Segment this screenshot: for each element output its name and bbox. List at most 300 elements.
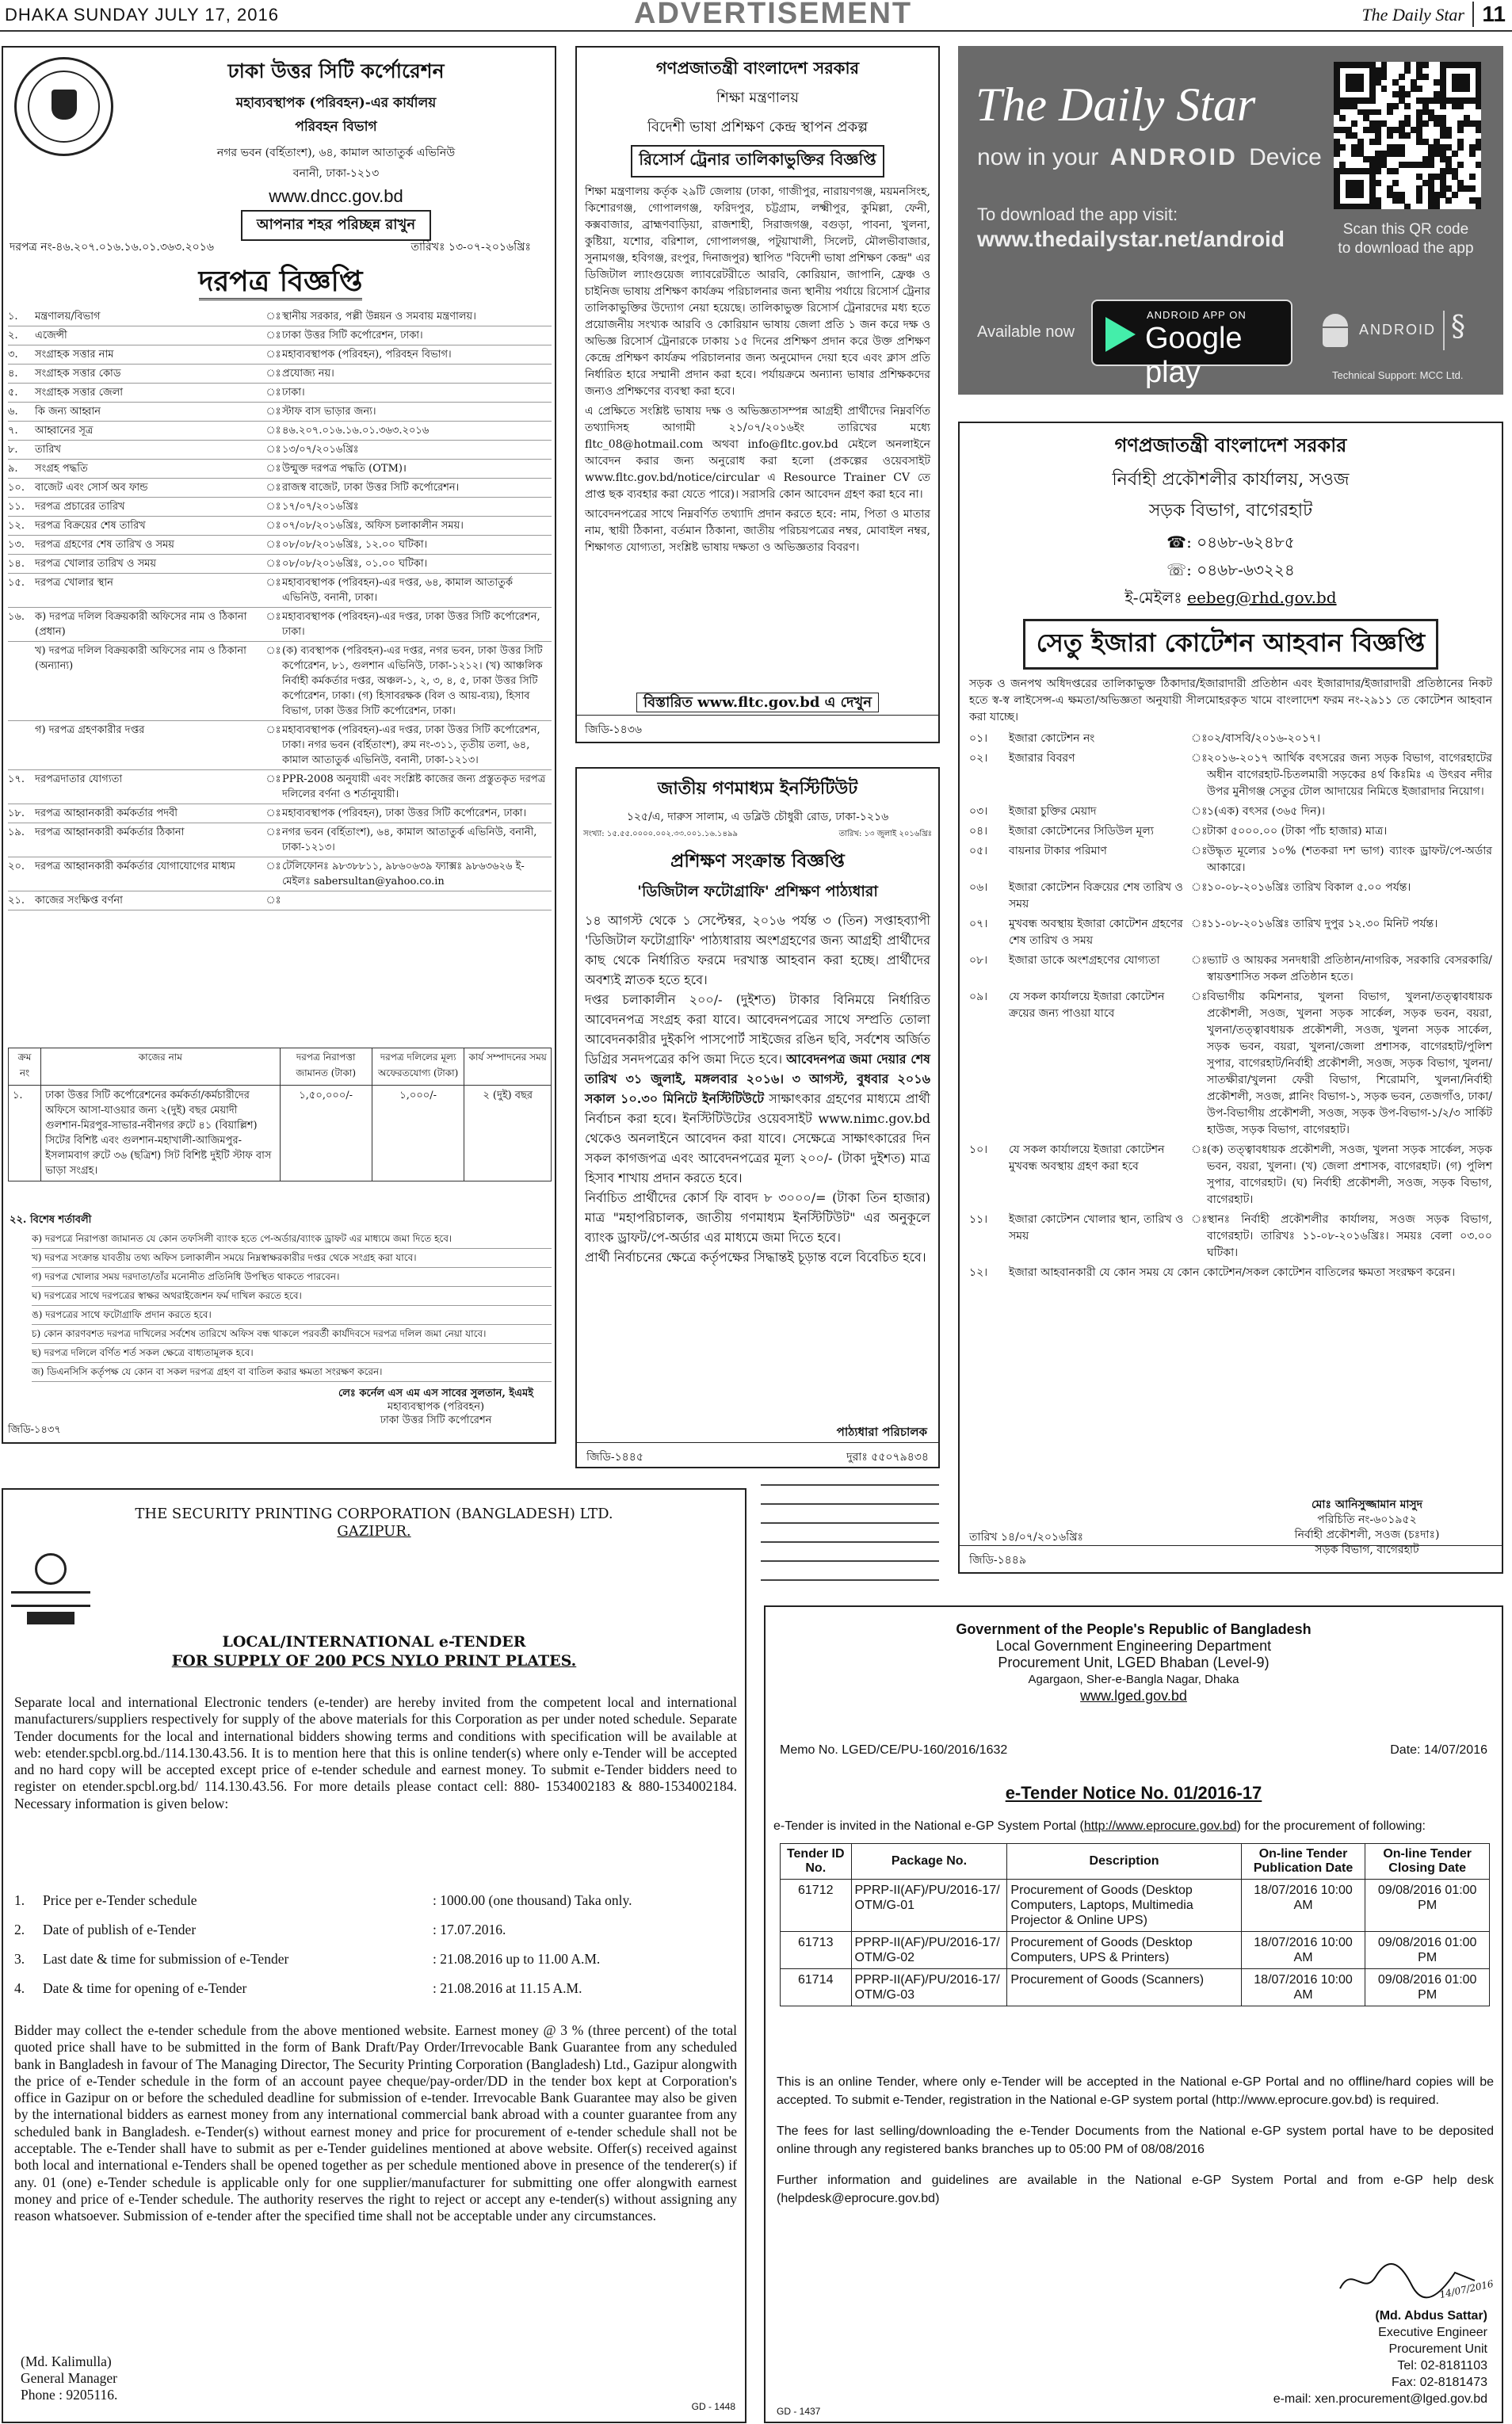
qr-module — [1339, 115, 1346, 121]
gp-big: Google play — [1145, 322, 1243, 389]
android-robot-icon — [1318, 314, 1353, 349]
row-colon: ঃ — [265, 773, 281, 785]
row-label: ইজারা আহবানকারী যে কোন সময় যে কোন কোটেশন/সকল কোটেশন বাতিলের ক্ষমতা সংরক্ষণ করেন। — [1009, 1266, 1456, 1279]
dncc-notice-title: দরপত্র বিজ্ঞপ্তি — [199, 265, 363, 300]
nimc-notice-title: প্রশিক্ষণ সংক্রান্ত বিজ্ঞপ্তি — [670, 850, 845, 872]
row-value: উদ্ধৃত মূল্যের ১০% (শতকরা দশ ভাগ) ব্যাংক ড্রাফট/পে-অর্ডার আকারে। — [1207, 845, 1492, 874]
work-cell: ১. — [9, 1086, 41, 1181]
table-cell: 18/07/2016 10:00 AM — [1241, 1932, 1365, 1969]
row-label: দরপত্র গ্রহণের শেষ তারিখ ও সময় — [35, 539, 174, 551]
row-label: বাজেট এবং সোর্স অব ফান্ড — [35, 482, 148, 494]
row-colon: ঃ — [1191, 845, 1208, 857]
row-number: ০৮। — [969, 954, 988, 967]
lged-para-1: This is an online Tender, where only e-Tender will be accepted in the National e-GP Portal and no offline/hard copies will be accepted. To submit e-Tender, registration in the National e-GP system portal (http://www.eprocure.gov.bd) is required. — [777, 2075, 1494, 2107]
row-colon: ঃ — [265, 895, 281, 907]
row-value: ৪৬.২০৭.০১৬.১৬.০১.৩৬৩.২০১৬ — [282, 425, 430, 437]
row-label: ইজারা কোটেশন খোলার স্থান, তারিখ ও সময় — [1009, 1213, 1184, 1243]
qr-module — [1434, 204, 1440, 210]
work-cell: ১,০০০/- — [372, 1086, 464, 1181]
ds-url[interactable]: www.thedailystar.net/android — [977, 227, 1285, 251]
row-label: দরপত্র বিক্রয়ের শেষ তারিখ — [35, 520, 146, 532]
row-number: ১২. — [8, 520, 25, 532]
nimc-phone: দুরাঃ ৫৫০৭৯৪৩৪ — [846, 1451, 929, 1464]
qr-module — [1375, 139, 1381, 145]
item-value: : 21.08.2016 up to 11.00 A.M. — [433, 1951, 601, 1967]
row-number: ০৬। — [969, 881, 988, 894]
qr-module — [1381, 86, 1388, 92]
row-colon: ঃ — [1191, 1213, 1208, 1226]
row-number — [8, 723, 35, 768]
dncc-memo: দরপত্র নং-৪৬.২০৭.০১৬.১৬.০১.৩৬৩.২০১৬ — [10, 241, 214, 254]
spcb-conditions: Bidder may collect the e-tender schedule from the above mentioned website. Earnest money @ 3 % (three percent) of the total quoted price shall have to be submitted in the form of Bank Draft/Pay Order/Irrevocable Bank Guarantee from any scheduled bank in Bangladesh in favour of The Managing Director, The Security Printing Corporation (Bangladesh) Ltd., Gazipur alongwith the price of e-Tender schedule in the form of an account payee cheque/pay-order/DD in the tender box kept at Corporation's office in Gazipur on or before the scheduled deadline for submission of e-tender. Irrevocable Bank Guarantee may also be given by the international bidders as earnest money from any international commercial bank abroad with a counter guarantee from any scheduled bank in Bangladesh. e-Tender(s) without earnest money and price for procurement of e-tender schedule shall not be acceptable. The e-Tender shall have to submit as per e-Tender guidelines mentioned at above website. Offer(s) received against both local and international e-Tenders shall be opened together as per schedule mentioned above in presence of the tenderer(s) if any. 01 (one) e-Tender schedule is applicable only for one supplier/manufacturer for submitting one offer alongwith earnest money and price of e-Tender schedule. The authority reserves the right to reject or accept any e-tender(s) without assigning any reason whatsoever. Submission of e-tender after the specified time shall not be acceptable under any circumstances. — [14, 2022, 737, 2224]
schedule-item — [14, 1886, 737, 1915]
qr-module — [1476, 204, 1482, 210]
row-value: ০৭/০৮/২০১৬খ্রিঃ, অফিস চলাকালীন সময়। — [282, 520, 464, 532]
qr-module — [1445, 197, 1452, 204]
row-value: ১৩/০৭/২০১৬খ্রিঃ — [282, 444, 359, 456]
dncc-info-row — [8, 770, 552, 804]
lged-email[interactable]: e-mail: xen.procurement@lged.gov.bd — [1273, 2392, 1487, 2406]
row-number: ১৩. — [8, 539, 25, 551]
filler-line — [761, 1560, 939, 1562]
row-number: ১৯. — [8, 826, 25, 838]
lged-eprocure-link[interactable]: http://www.eprocure.gov.bd — [1083, 1819, 1237, 1833]
fltc-title: রিসোর্স ট্রেনার তালিকাভুক্তির বিজ্ঞপ্তি — [631, 145, 884, 178]
nimc-interview: ৩ আগস্ট, বুধবার ২০১৬ সকাল ১০.৩০ মিনিটে ইনস্টিটিউটে — [585, 1071, 930, 1106]
row-value: মহাব্যবস্থাপক (পরিবহন)-এর দপ্তর, ৬৪, কামাল আতাতুর্ক এভিনিউ, বনানী, ঢাকা। — [282, 577, 514, 604]
fltc-govt: গণপ্রজাতন্ত্রী বাংলাদেশ সরকার — [655, 58, 860, 78]
lged-body — [777, 2073, 1494, 2208]
spcb-intro: Separate local and international Electronic tenders (e-tender) are hereby invited from the competent local and international manufacturers/suppliers respectively for supply of the above materials for this Corporation as per under noted schedule. Separate Tender documents for the local and international bidders showing terms and conditions with specification will be available at web: etender.spcbl.org.bd./114.130.43.56. It is to mention here that this is online tender(s) where only e-Tender will be accepted and no hard copy will be accepted except price of e-tender schedule and earnest money. To submit e-Tender bidders need to register on etender.spcbl.org.bd/ 114.130.43.56. For more details please contact cell: 880- 1534002183 & 880-1534002184. Necessary information is given below: — [14, 1694, 737, 1811]
row-colon: ঃ — [265, 861, 281, 872]
row-label: ইজারা চুক্তির মেয়াদ — [1009, 805, 1097, 818]
nimc-para-5: প্রার্থী নির্বাচনের ক্ষেত্রে কর্তৃপক্ষের সিদ্ধান্তই চূড়ান্ত বলে বিবেচিত হবে। — [585, 1250, 926, 1265]
dncc-dept: পরিবহন বিভাগ — [295, 119, 377, 135]
row-colon: ঃ — [265, 501, 281, 513]
nimc-para-4: নির্বাচিত প্রার্থীদের কোর্স ফি বাবদ ৮ ৩০০০/= (টাকা তিন হাজার) মাত্র "মহাপরিচালক, জাতীয় গণমাধ্যম ইনস্টিটিউট" এর অনুকূলে ব্যাংক ড্রাফট/পে-অর্ডার এর মাধ্যমে জমা দিতে হবে। — [585, 1190, 930, 1245]
condition-item: জ) ডিএনসিসি কর্তৃপক্ষ যে কোন বা সকল দরপত্র গ্রহণ বা বাতিল করার ক্ষমতা সংরক্ষণ করেন। — [32, 1363, 552, 1382]
fltc-requirements: আবেদনপত্রের সাথে নিম্নবর্ণিত তথ্যাদি প্রদান করতে হবে: নাম, পিতা ও মাতার নাম, স্থায়ী ঠিকানা, বর্তমান ঠিকানা, জাতীয় পরিচয়পত্রের নম্বর, মোবাইল নম্বর, শিক্ষাগত যোগ্যতা, সংশ্লিষ্ট ভাষায় দক্ষতা ও অভিজ্ঞতার বিবরণ। — [585, 508, 930, 554]
table-cell: Procurement of Goods (Desktop Computers, Laptops, Multimedia Projector & Online UPS) — [1007, 1880, 1241, 1932]
lged-signer-title: Executive Engineer — [1378, 2326, 1487, 2339]
ds-logo: The Daily Star — [976, 78, 1256, 131]
spcb-logo — [11, 1553, 90, 1628]
fltc-body: শিক্ষা মন্ত্রণালয় কর্তৃক ২৯টি জেলায় (ঢাকা, গাজীপুর, নারায়ণগঞ্জ, ময়মনসিংহ, কিশোরগঞ্জ, গোপালগঞ্জ, ফরিদপুর, চট্টগ্রাম, লক্ষ্মীপুর, কুমিল্লা, ফেনী, কক্সবাজার, ব্রাহ্মণবাড়িয়া, রাজশাহী, সিরাজগঞ্জ, বগুড়া, পাবনা, খুলনা, কুষ্টিয়া, যশোর, বরিশাল, গোপালগঞ্জ, পটুয়াখালী, সিলেট, মৌলভীবাজার, সুনামগঞ্জ, হবিগঞ্জ, রংপুর, দিনাজপুর) স্থাপিত "বিদেশী ভাষা প্রশিক্ষণ কেন্দ্র" এর ডিজিটাল ল্যাংগুয়েজ ল্যাবরেটরীতে আরবি, কোরিয়ান, জাপানি, ফ্রেঞ্চ ও চাইনিজ ভাষায় প্রশিক্ষণ কার্যক্রম পরিচালনার জন্য স্থানীয় পর্যায়ে রিসোর্স ট্রেনার তালিকাভুক্তির উদ্যোগ নেয়া হয়েছে। তালিকাভুক্ত রিসোর্স ট্রেনারদের মধ্য হতে প্রয়োজনীয় সংখ্যক আরবি ও কোরিয়ান ভাষায় জেলা প্রতি ১ জন করে দক্ষ ও অভিজ্ঞ রিসোর্স ট্রেনারকে ঢাকায় ১৫ দিনের প্রশিক্ষণ প্রদান করে উক্ত প্রশিক্ষণ কেন্দ্রে প্রশিক্ষণ কার্যক্রম পরিচালনার জন্য অনুমোদন দেয়া হবে এবং ক্লাস প্রতি নির্ধারিত হারে সম্মানী প্রদান করা হবে। পর্যায়ক্রমে অন্যান্য ভাষার প্রশিক্ষকদের জন্যও প্রশিক্ষণের ব্যবস্থা করা হবে। — [585, 185, 930, 398]
spcb-phone: Phone : 9205116. — [21, 2387, 118, 2403]
qr-module — [1357, 192, 1364, 198]
item-value: : 21.08.2016 at 11.15 A.M. — [433, 1980, 582, 1996]
work-header: কার্য সম্পাদনের সময় — [464, 1048, 552, 1086]
lged-para-3: Further information and guidelines are available in the National e-GP System Portal and from e-GP help desk (helpdesk@eprocure.gov.bd) — [777, 2174, 1494, 2205]
spcb-gd: GD - 1448 — [691, 2401, 735, 2412]
row-value: (ক) তত্ত্বাবধায়ক প্রকৌশলী, সওজ, খুলনা সড়ক সার্কেল, সড়ক ভবন, বয়রা, খুলনা। (খ) জেলা প্রশাসক, বাগেরহাট। (গ) পুলিশ সুপার, বাগেরহাট। (ঘ) নির্বাহী প্রকৌশলী, সওজ, সড়ক বিভাগ, বাগেরহাট। — [1207, 1143, 1492, 1206]
row-colon: ঃ — [265, 482, 281, 494]
dncc-info-row — [8, 479, 552, 498]
qr-module — [1469, 174, 1476, 180]
dncc-info-row — [8, 608, 552, 642]
row-colon: ঃ — [265, 368, 281, 380]
row-colon: ঃ — [265, 425, 281, 437]
qr-module — [1422, 62, 1429, 68]
row-number: ০৭। — [969, 918, 988, 930]
condition-item: ঙ) দরপত্রের সাথে ফটোগ্রাফি প্রদান করতে হবে। — [32, 1306, 552, 1325]
dncc-work-table — [8, 1048, 552, 1181]
qr-module — [1399, 151, 1405, 157]
daily-star-s-icon: § — [1443, 311, 1475, 350]
row-label: দরপত্র খোলার স্থান — [35, 577, 113, 589]
row-value: উন্মুক্ত দরপত্র পদ্ধতি (OTM)। — [282, 463, 407, 475]
condition-item: ছ) দরপত্র দলিলে বর্ণিত শর্ত সকল ক্ষেত্রে বাধ্যতামূলক হবে। — [32, 1344, 552, 1363]
row-value: টাকা ৫০০০.০০ (টাকা পাঁচ হাজার) মাত্র। — [1207, 825, 1388, 838]
dncc-signer-title: মহাব্যবস্থাপক (পরিবহন) — [387, 1401, 485, 1413]
dncc-website[interactable]: www.dncc.gov.bd — [269, 186, 403, 206]
fltc-notice — [575, 46, 940, 743]
rhd-division: সড়ক বিভাগ, বাগেরহাট — [1148, 501, 1313, 521]
qr-module — [1428, 162, 1434, 168]
rhd-fax: ☏: ০৪৬৮-৬৩২২৪ — [1166, 560, 1295, 579]
row-value: রাজস্ব বাজেট, ঢাকা উত্তর সিটি কর্পোরেশন। — [282, 482, 460, 494]
qr-module — [1457, 127, 1464, 133]
ds-tech: Technical Support: MCC Ltd. — [1332, 369, 1464, 381]
dncc-signer-org: ঢাকা উত্তর সিটি কর্পোরেশন — [380, 1414, 492, 1426]
item-number: 1. — [14, 1892, 25, 1908]
qr-module — [1416, 86, 1422, 92]
row-value: মহাব্যবস্থাপক (পরিবহন), ঢাকা উত্তর সিটি কর্পোরেশন, ঢাকা। — [282, 807, 527, 819]
lged-intro: e-Tender is invited in the National e-GP System Portal (http://www.eprocure.gov.bd) for the procurement of following: — [773, 1819, 1426, 1833]
table-row — [781, 1880, 1490, 1932]
row-value: ১(এক) বৎসর (৩৬৫ দিন)। — [1207, 805, 1325, 818]
row-colon: ঃ — [265, 558, 281, 570]
rhd-govt: গণপ্রজাতন্ত্রী বাংলাদেশ সরকার — [1114, 433, 1347, 456]
dncc-info-row — [8, 574, 552, 608]
row-colon: ঃ — [1191, 918, 1208, 930]
row-value: ২০১৬-২০১৭ আর্থিক বৎসরের জন্য সড়ক বিভাগ, বাগেরহাটের অধীন বাগেরহাট-চিতলমারী সড়কের ৪র্থ কিঃমিঃ এ উৎরব নদীর উপর মুনীগঞ্জ সেতুর টোল আদায়ের নিমিত্তে ইজারাদার নিয়োগ। — [1207, 752, 1492, 798]
row-colon: ঃ — [265, 611, 281, 623]
lged-tender-table — [780, 1843, 1490, 2006]
row-colon: ঃ — [265, 645, 281, 657]
lged-dept: Local Government Engineering Department — [995, 1638, 1272, 1654]
rhd-signer-division: সড়ক বিভাগ, বাগেরহাট — [1315, 1544, 1419, 1556]
qr-module — [1476, 162, 1482, 168]
row-label: তারিখ — [35, 444, 61, 456]
fltc-gd: জিডি-১৪৩৬ — [577, 715, 938, 743]
dncc-signature — [317, 1387, 555, 1427]
row-value: স্থানীয় সরকার, পল্লী উন্নয়ন ও সমবায় মন্ত্রণালয়। — [282, 311, 476, 323]
qr-module — [1404, 132, 1411, 139]
row-colon: ঃ — [265, 807, 281, 819]
table-cell: 18/07/2016 10:00 AM — [1241, 1880, 1365, 1932]
row-number: ০২। — [969, 752, 988, 765]
lged-date: Date: 14/07/2016 — [1390, 1743, 1487, 1757]
lged-website[interactable]: www.lged.gov.bd — [1080, 1688, 1187, 1704]
lged-fax: Fax: 02-8181473 — [1392, 2376, 1487, 2389]
row-colon: ঃ — [1191, 732, 1208, 745]
qr-module — [1404, 204, 1411, 210]
spcb-signer: (Md. Kalimulla) — [21, 2353, 112, 2369]
qr-module — [1339, 144, 1346, 151]
filler-line — [761, 1579, 939, 1581]
row-label: দরপত্র আহ্বানকারী কর্মকর্তার পদবী — [35, 807, 178, 819]
item-label: Date & time for opening of e-Tender — [43, 1980, 247, 1996]
item-label: Price per e-Tender schedule — [43, 1892, 197, 1908]
row-label: আহ্বানের সূত্র — [35, 425, 94, 437]
qr-module — [1469, 151, 1476, 157]
row-number: ৯. — [8, 463, 18, 475]
dncc-conditions — [32, 1230, 552, 1382]
table-header: Tender ID No. — [781, 1844, 852, 1880]
dncc-logo — [14, 57, 113, 156]
row-number: ১৫. — [8, 577, 25, 589]
dncc-info-row — [8, 823, 552, 857]
fltc-see-more[interactable]: বিস্তারিত www.fltc.gov.bd এ দেখুন — [636, 693, 879, 712]
spcb-location: GAZIPUR. — [337, 1523, 411, 1540]
row-label: সংগ্রহ পদ্ধতি — [35, 463, 88, 475]
row-value: প্রযোজ্য নয়। — [282, 368, 334, 380]
qr-module — [1357, 86, 1364, 92]
lged-unit: Procurement Unit, LGED Bhaban (Level-9) — [998, 1655, 1270, 1670]
rhd-info-row — [969, 802, 1492, 822]
dncc-title: ঢাকা উত্তর সিটি কর্পোরেশন — [227, 59, 445, 82]
table-cell: 61713 — [781, 1932, 852, 1969]
filler-line — [761, 1484, 939, 1486]
schedule-item — [14, 1974, 737, 2003]
ds-android: ANDROID — [1109, 144, 1238, 170]
qr-module — [1476, 103, 1482, 109]
row-label: দরপত্র আহ্বানকারী কর্মকর্তার ঠিকানা — [35, 826, 185, 838]
rhd-title: সেতু ইজারা কোটেশন আহবান বিজ্ঞপ্তি — [1023, 619, 1438, 670]
table-header: On-line Tender Publication Date — [1241, 1844, 1365, 1880]
rhd-info-row — [969, 1210, 1492, 1263]
table-cell: 18/07/2016 10:00 AM — [1241, 1969, 1365, 2006]
qr-module — [1392, 180, 1399, 186]
qr-module — [1416, 197, 1422, 204]
row-colon: ঃ — [1191, 1143, 1208, 1156]
row-label: গ) দরপত্র গ্রহণকারীর দপ্তর — [35, 724, 145, 736]
row-number: ০৫। — [969, 845, 988, 857]
dncc-info-row — [8, 857, 552, 891]
row-colon: ঃ — [265, 387, 281, 399]
row-colon: ঃ — [265, 406, 281, 418]
table-cell: Procurement of Goods (Desktop Computers, UPS & Printers) — [1007, 1932, 1241, 1969]
dncc-date: তারিখঃ ১৩-০৭-২০১৬খ্রিঃ — [410, 241, 531, 254]
dncc-info-row — [8, 307, 552, 326]
work-header: দরপত্র নিরাপত্তা জামানত (টাকা) — [280, 1048, 372, 1086]
row-value: মহাব্যবস্থাপক (পরিবহন)-এর দপ্তর, ঢাকা উত্তর সিটি কর্পোরেশন, ঢাকা। — [282, 611, 540, 638]
row-label: দরপত্র প্রচারের তারিখ — [35, 501, 125, 513]
work-cell: ১,৫০,০০০/- — [280, 1086, 372, 1181]
dncc-info-row — [8, 517, 552, 536]
rhd-info-row — [969, 822, 1492, 842]
row-colon: ঃ — [265, 724, 281, 736]
ds-scan-2: to download the app — [1338, 240, 1474, 257]
lged-etender-ad — [764, 1605, 1503, 2423]
condition-item: গ) দরপত্র খোলার সময় দরদাতা/তাঁর মনোনীত প্রতিনিধি উপস্থিত থাকতে পারবেন। — [32, 1268, 552, 1287]
rhd-info-row — [969, 951, 1492, 987]
lged-address: Agargaon, Sher-e-Bangla Nagar, Dhaka — [1028, 1673, 1239, 1686]
ds-device: Device — [1249, 144, 1322, 170]
row-value: ০৮/০৮/২০১৬খ্রিঃ, ১২.০০ ঘটিকা। — [282, 539, 428, 551]
row-colon: ঃ — [1191, 881, 1208, 894]
table-cell: PPRP-II(AF)/PU/2016-17/ OTM/G-03 — [851, 1969, 1007, 2006]
lged-signature-scribble — [1336, 2257, 1495, 2304]
qr-module — [1457, 103, 1464, 109]
row-value: ০৮/০৮/২০১৬খ্রিঃ, ০১.০০ ঘটিকা। — [282, 558, 428, 570]
qr-module — [1440, 103, 1446, 109]
rhd-info-row — [969, 842, 1492, 878]
nimc-para-3: সাক্ষাৎকার গ্রহণের মাধ্যমে প্রার্থী নির্বাচন করা হবে। ইনস্টিটিউটের ওয়েবসাইট www.nimc.gov.bd থেকেও অনলাইনে আবেদন করা যাবে। সেক্ষেত্রে সাক্ষাৎকারের দিন সকল কাগজপত্র এবং আবেদনপত্রের মূল্য ২০০/- (টাকা দুইশত) মাত্র হিসাব শাখায় প্রদান করতে হবে। — [585, 1091, 930, 1185]
spcb-tender-type: LOCAL/INTERNATIONAL e-TENDER — [222, 1633, 526, 1651]
row-number: ৩. — [8, 349, 18, 361]
qr-module — [1375, 204, 1381, 210]
nimc-signer: পাঠ্যধারা পরিচালক — [836, 1425, 927, 1439]
row-number: ২. — [8, 330, 18, 342]
rhd-quotation-ad — [958, 422, 1503, 1574]
nimc-title: জাতীয় গণমাধ্যম ইনস্টিটিউট — [657, 778, 858, 799]
rhd-info-row — [969, 914, 1492, 951]
dncc-info-row — [8, 721, 552, 770]
qr-module — [1392, 168, 1399, 174]
row-number: ০৪। — [969, 825, 988, 838]
work-header: কাজের নাম — [41, 1048, 280, 1086]
spcb-etender-ad — [2, 1488, 746, 2423]
work-header: ক্রম নং — [9, 1048, 41, 1086]
row-number: ০৯। — [969, 991, 988, 1003]
fltc-ministry: শিক্ষা মন্ত্রণালয় — [716, 90, 799, 106]
daily-star-android-ad[interactable] — [958, 46, 1503, 395]
qr-module — [1404, 91, 1411, 97]
lged-signer: (Md. Abdus Sattar) — [1375, 2309, 1487, 2323]
qr-module — [1476, 144, 1482, 151]
qr-module — [1392, 103, 1399, 109]
page-number: 11 — [1472, 2, 1506, 27]
nimc-date: তারিখ: ১৩ জুলাই ২০১৬খ্রিঃ — [838, 830, 932, 838]
nimc-gd: জিডি-১৪৪৫ — [586, 1451, 643, 1464]
table-cell: 09/08/2016 01:00 PM — [1365, 1880, 1490, 1932]
spcb-tender-title: FOR SUPPLY OF 200 PCS NYLO PRINT PLATES. — [171, 1652, 577, 1670]
row-colon: ঃ — [1191, 825, 1208, 838]
filler-line — [761, 1503, 939, 1505]
row-number: ০৩। — [969, 805, 988, 818]
gp-small: ANDROID APP ON — [1147, 309, 1247, 321]
rhd-email[interactable]: eebeg@rhd.gov.bd — [1187, 588, 1337, 607]
nimc-para-1: ১৪ আগস্ট থেকে ১ সেপ্টেম্বর, ২০১৬ পর্যন্ত ৩ (তিন) সপ্তাহব্যাপী 'ডিজিটাল ফটোগ্রাফি' পাঠ্যধারায় অংশগ্রহণের জন্য আগ্রহী প্রার্থীদের কাছ থেকে নির্ধারিত ফরমে দরখাস্ত আহবান করা হচ্ছে। প্রার্থীদের অবশ্যই স্নাতক হতে হবে। — [585, 913, 930, 987]
ds-available: Available now — [977, 323, 1075, 341]
rhd-info-row — [969, 1263, 1492, 1283]
dncc-address: নগর ভবন (বর্হিতাংশ), ৬৪, কামাল আতাতুর্ক এভিনিউ — [216, 147, 456, 159]
qr-module — [1375, 168, 1381, 174]
google-play-button[interactable] — [1091, 300, 1292, 389]
qr-module — [1375, 109, 1381, 116]
dncc-tender-ad — [2, 46, 556, 1444]
ds-download-label: To download the app visit: — [977, 204, 1178, 224]
row-label: দরপত্রদাতার যোগ্যতা — [35, 773, 123, 785]
item-label: Date of publish of e-Tender — [43, 1922, 197, 1937]
row-colon: ঃ — [265, 311, 281, 323]
row-number: ৬. — [8, 406, 18, 418]
dncc-info-row — [8, 345, 552, 365]
table-header: On-line Tender Closing Date — [1365, 1844, 1490, 1880]
row-value: PPR-2008 অনুযায়ী এবং সংশ্লিষ্ট কাজের জন্য প্রস্তুতকৃত দরপত্র দলিলের বর্ণনা ও শর্তানুযায়ী। — [282, 773, 546, 800]
lged-gd: GD - 1437 — [777, 2406, 821, 2417]
row-label: সংগ্রাহক সত্তার নাম — [35, 349, 114, 361]
dncc-info-row — [8, 441, 552, 460]
dncc-gd: জিডি-১৪৩৭ — [8, 1424, 61, 1436]
row-label: খ) দরপত্র দলিল বিক্রয়কারী অফিসের নাম ও ঠিকানা (অন্যান্য) — [35, 645, 246, 672]
item-number: 3. — [14, 1951, 25, 1967]
rhd-info-row — [969, 729, 1492, 749]
dncc-signer-name: লেঃ কর্নেল এস এম এস সাবের সুলতান, ইএমই — [338, 1388, 534, 1399]
lged-signature-date: 14/07/2016 — [1438, 2277, 1495, 2301]
nimc-para-2: দপ্তর চলাকালীন ২০০/- (দুইশত) টাকার বিনিময়ে নির্ধারিত আবেদনপত্র সংগ্রহ করা যাবে। আবেদনপত্রের সাথে সম্প্রতি তোলা আবেদনকারীর দুইকপি পাসপোর্ট সাইজের রঙিন ছবি, সর্বশেষ অর্জিত ডিগ্রির সনদপত্রের কপি জমা দিতে হবে। — [585, 992, 930, 1067]
dncc-office: মহাব্যবস্থাপক (পরিবহন)-এর কার্যালয় — [235, 95, 437, 111]
schedule-item — [14, 1915, 737, 1945]
filler-line — [761, 1541, 939, 1543]
row-number — [8, 643, 35, 719]
row-value: মহাব্যবস্থাপক (পরিবহন), পরিবহন বিভাগ। — [282, 349, 452, 361]
rhd-office: নির্বাহী প্রকৌশলীর কার্যালয়, সওজ — [1112, 470, 1350, 490]
row-value: ঢাকা। — [282, 387, 305, 399]
table-header: Package No. — [851, 1844, 1007, 1880]
row-number: ৮. — [8, 444, 18, 456]
lged-govt: Government of the People's Republic of Bangladesh — [956, 1621, 1312, 1637]
row-colon: ঃ — [1191, 752, 1208, 765]
row-number: ১১. — [8, 501, 25, 513]
dncc-info-row — [8, 555, 552, 574]
spcb-schedule — [14, 1886, 737, 2003]
table-cell: 61714 — [781, 1969, 852, 2006]
row-label: বায়নার টাকার পরিমাণ — [1009, 845, 1107, 857]
page-header — [0, 0, 1512, 32]
dncc-info-row — [8, 384, 552, 403]
qr-module — [1457, 144, 1464, 151]
ds-android-2: ANDROID — [1359, 322, 1437, 338]
row-value: মহাব্যবস্থাপক (পরিবহন)-এর দপ্তর, ঢাকা উত্তর সিটি কর্পোরেশন, ঢাকা। নগর ভবন (বর্হিতাংশ), রুম নং-৩১১, তৃতীয় তলা, ৬৪, কামাল আতাতুর্ক এভিনিউ, বনানী, ঢাকা-১২১৩। — [282, 724, 540, 766]
row-label: যে সকল কার্যালয়ে ইজারা কোটেশন মুখবন্ধ অবস্থায় গ্রহণ করা হবে — [1009, 1143, 1165, 1173]
row-value: ১১-০৮-২০১৬খ্রিঃ তারিখ দুপুর ১২.৩০ মিনিট পর্যন্ত। — [1207, 918, 1438, 930]
row-label: কাজের সংক্ষিপ্ত বর্ণনা — [35, 895, 123, 907]
row-label: মুখবন্ধ অবস্থায় ইজারা কোটেশন গ্রহণের শেষ তারিখ ও সময় — [1009, 918, 1183, 947]
row-number: ১. — [8, 311, 18, 323]
rhd-gd: জিডি-১৪৪৯ — [960, 1545, 1502, 1574]
nimc-memo: সংখ্যা: ১৫.৫৫.০০০০.০০২.৩৩.০০১.১৬.১৪৯৯ — [583, 830, 738, 838]
row-number: ১৬. — [8, 611, 25, 623]
row-label: সংগ্রাহক সত্তার কোড — [35, 368, 121, 380]
masthead: The Daily Star — [1361, 5, 1464, 25]
row-label: ইজারা কোটেশনের সিডিউল মূল্য — [1009, 825, 1154, 838]
nimc-notice — [575, 767, 940, 1468]
row-number: ১০। — [969, 1143, 988, 1156]
qr-module — [1399, 74, 1405, 80]
row-number: ১১। — [969, 1213, 988, 1226]
dncc-info-table — [8, 307, 552, 910]
qr-code[interactable] — [1334, 62, 1481, 209]
row-number: ২১. — [8, 895, 25, 907]
lged-signer-unit: Procurement Unit — [1388, 2342, 1487, 2356]
qr-module — [1404, 67, 1411, 74]
row-colon: ঃ — [265, 520, 281, 532]
row-label: সংগ্রাহক সত্তার জেলা — [35, 387, 124, 399]
rhd-signer-id: পরিচিতি নং-৬০১৯৫২ — [1317, 1514, 1417, 1526]
table-cell: 09/08/2016 01:00 PM — [1365, 1932, 1490, 1969]
row-value: টেলিফোনঃ ৯৮৩৮৮১১, ৯৮৬০৬৩৯ ফ্যাক্সঃ ৯৮৬৩৬২৬ ই-মেইলঃ sabersultan@yahoo.co.in — [282, 861, 525, 888]
item-value: : 17.07.2016. — [433, 1922, 506, 1937]
row-colon: ঃ — [265, 826, 281, 838]
dncc-info-row — [8, 498, 552, 517]
item-number: 2. — [14, 1922, 25, 1937]
qr-module — [1469, 185, 1476, 192]
qr-module — [1381, 74, 1388, 80]
row-colon: ঃ — [265, 463, 281, 475]
